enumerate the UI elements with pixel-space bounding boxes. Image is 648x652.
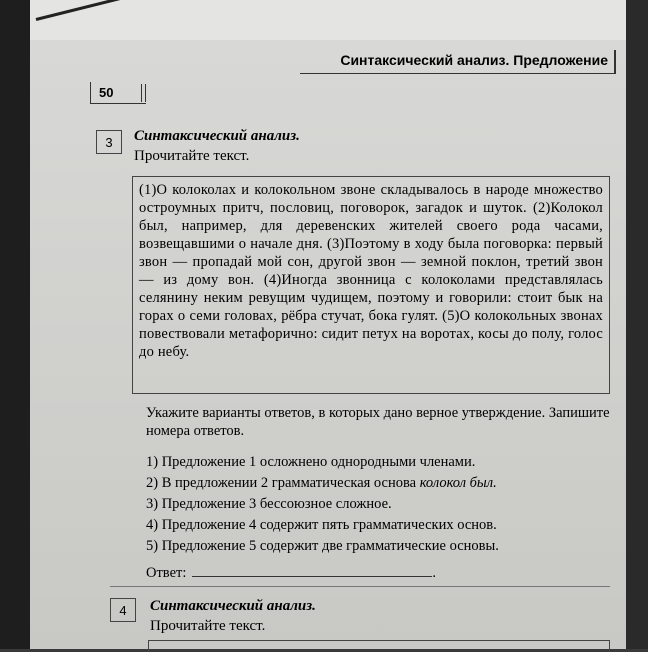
page-number: 50 [90, 82, 146, 104]
book-spine-shadow [0, 0, 30, 649]
answer-label: Ответ: [146, 565, 187, 581]
option-2 [146, 473, 616, 494]
task-number-4: 4 [110, 598, 136, 622]
option-1: 1) Предложение 1 осложнено однородными членами. [146, 454, 476, 470]
answer-options [146, 452, 616, 557]
task-prompt: Укажите варианты ответов, в которых дано верное утверждение. Запишите номера ответов. [146, 405, 610, 439]
answer-period: . [432, 565, 436, 581]
option-2-text: 2) В предложении 2 грамматическая основа [146, 475, 417, 491]
page-edge-shadow [626, 0, 648, 649]
answer-field[interactable] [192, 562, 432, 577]
running-title: Синтаксический анализ. Предложение [300, 50, 616, 74]
answer-row [146, 562, 436, 582]
section-divider [110, 586, 610, 587]
previous-page-edge [30, 0, 626, 40]
task-4-subtitle: Прочитайте текст. [150, 618, 266, 634]
task-number-3: 3 [96, 130, 122, 154]
task-3-title: Синтаксический анализ. [134, 128, 300, 144]
option-3: 3) Предложение 3 бессоюзное сложное. [146, 496, 392, 512]
reading-text-box [132, 176, 610, 394]
task-4-title: Синтаксический анализ. [150, 598, 316, 614]
reading-text: (1)О колоколах и колокольном звоне складывалось в народе множество остроумных притч, пословиц, поговорок, загадок и шуток. (2)Колокол был, например, для деревенских жителей своего рода часами, возвещавшими о начале дня. (3)Поэтому в ходу была поговорка: первый звон — пропадай мой сон, другой звон — земной поклон, третий звон — из дому вон. (4)Иногда звонница с колоколами представлялась селянину неким ревущим чудищем, поэтому и говорили: стоит бык на горах о семи головах, рёбра стучат, бока гулят. (5)О колокольных звонах повествовали метафорично: сидит петух на воротах, косы до полу, голос до небу. [139, 182, 603, 360]
option-4: 4) Предложение 4 содержит пять грамматических основ. [146, 517, 497, 533]
option-5: 5) Предложение 5 содержит две грамматические основы. [146, 538, 499, 554]
option-2-italic: колокол был. [419, 475, 497, 491]
task-4-text-box [148, 640, 610, 652]
task-3-subtitle: Прочитайте текст. [134, 148, 250, 164]
